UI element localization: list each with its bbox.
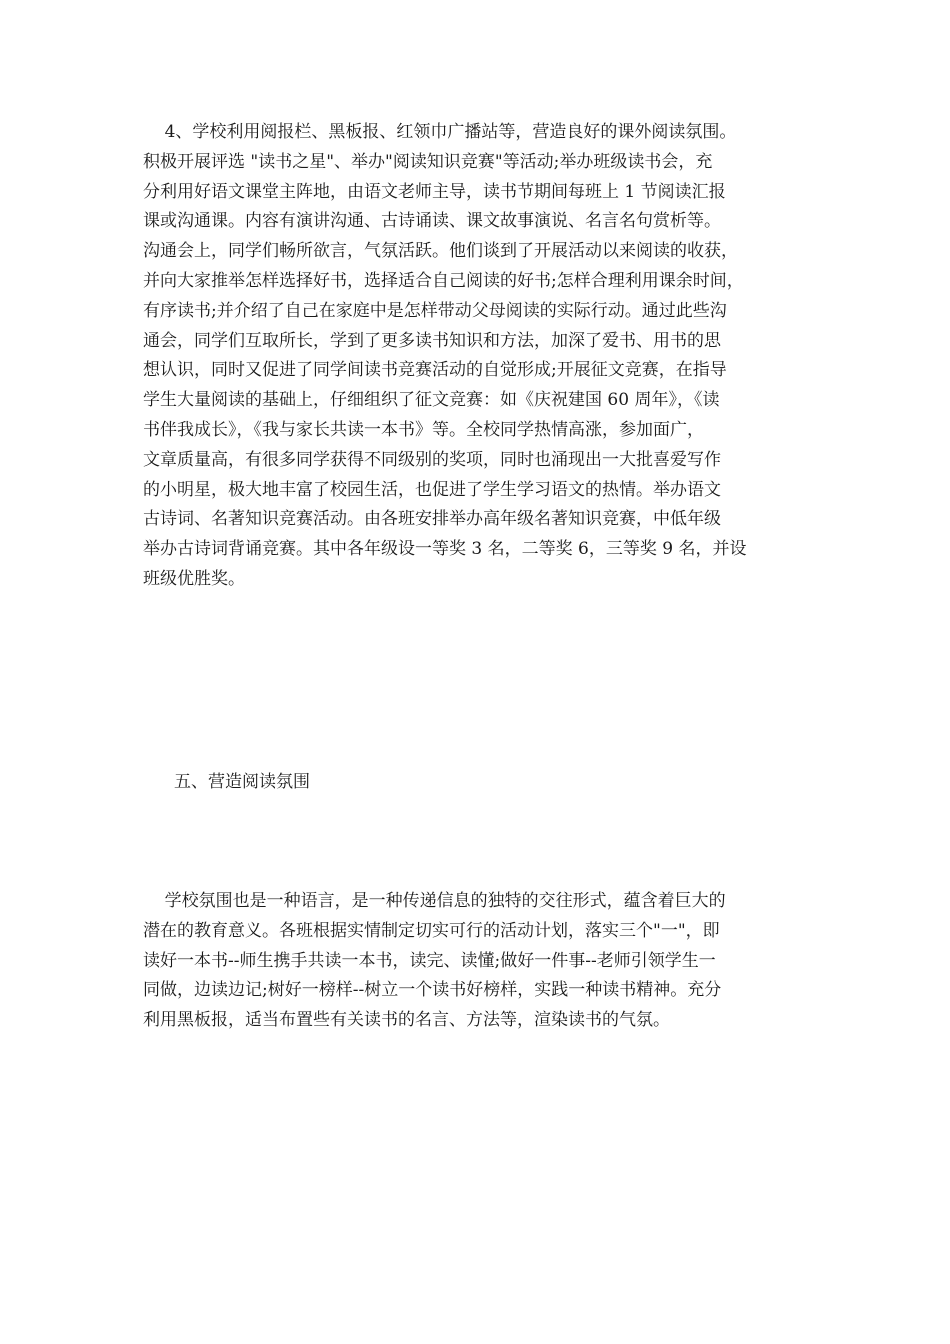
paragraph-line: 举办古诗词背诵竞赛。其中各年级设一等奖 3 名，二等奖 6，三等奖 9 名，并设	[143, 539, 747, 560]
paragraph-line: 分利用好语文课堂主阵地，由语文老师主导，读书节期间每班上 1 节阅读汇报	[143, 181, 726, 202]
paragraph-line: 潜在的教育意义。各班根据实情制定切实可行的活动计划，落实三个"一"，即	[143, 920, 720, 941]
paragraph-line: 的小明星，极大地丰富了校园生活，也促进了学生学习语文的热情。举办语文	[143, 479, 721, 500]
paragraph-activities	[143, 118, 823, 595]
paragraph-line: 4、学校利用阅报栏、黑板报、红领巾广播站等，营造良好的课外阅读氛围。	[143, 122, 737, 142]
paragraph-line: 并向大家推举怎样选择好书，选择适合自己阅读的好书;怎样合理利用课余时间，	[143, 270, 744, 291]
paragraph-line: 同做，边读边记;树好一榜样--树立一个读书好榜样，实践一种读书精神。充分	[143, 980, 722, 1001]
paragraph-line: 古诗词、名著知识竞赛活动。由各班安排举办高年级名著知识竞赛，中低年级	[143, 509, 721, 530]
paragraph-atmosphere	[143, 887, 823, 1036]
paragraph-line: 文章质量高，有很多同学获得不同级别的奖项，同时也涌现出一大批喜爱写作	[143, 449, 721, 470]
paragraph-line: 有序读书;并介绍了自己在家庭中是怎样带动父母阅读的实际行动。通过此些沟	[143, 300, 727, 321]
paragraph-line: 积极开展评选 "读书之星"、举办"阅读知识竞赛"等活动;举办班级读书会，充	[143, 151, 713, 172]
paragraph-line: 学生大量阅读的基础上，仔细组织了征文竞赛：如《庆祝建国 60 周年》，《读	[143, 390, 720, 411]
paragraph-line: 利用黑板报，适当布置些有关读书的名言、方法等，渲染读书的气氛。	[143, 1010, 670, 1031]
paragraph-line: 书伴我成长》，《我与家长共读一本书》等。全校同学热情高涨，参加面广，	[143, 419, 704, 440]
paragraph-line: 读好一本书--师生携手共读一本书，读完、读懂;做好一件事--老师引领学生一	[143, 950, 716, 971]
paragraph-line: 学校氛围也是一种语言，是一种传递信息的独特的交往形式，蕴含着巨大的	[143, 891, 726, 911]
paragraph-line: 课或沟通课。内容有演讲沟通、古诗诵读、课文故事演说、名言名句赏析等。	[143, 211, 721, 232]
paragraph-line: 想认识，同时又促进了同学间读书竞赛活动的自觉形成;开展征文竞赛，在指导	[143, 360, 727, 381]
paragraph-line: 班级优胜奖。	[143, 568, 245, 589]
paragraph-line: 通会，同学们互取所长，学到了更多读书知识和方法，加深了爱书、用书的思	[143, 330, 721, 351]
paragraph-line: 沟通会上，同学们畅所欲言，气氛活跃。他们谈到了开展活动以来阅读的收获，	[143, 241, 738, 262]
section-heading: 五、营造阅读氛围	[174, 772, 310, 792]
